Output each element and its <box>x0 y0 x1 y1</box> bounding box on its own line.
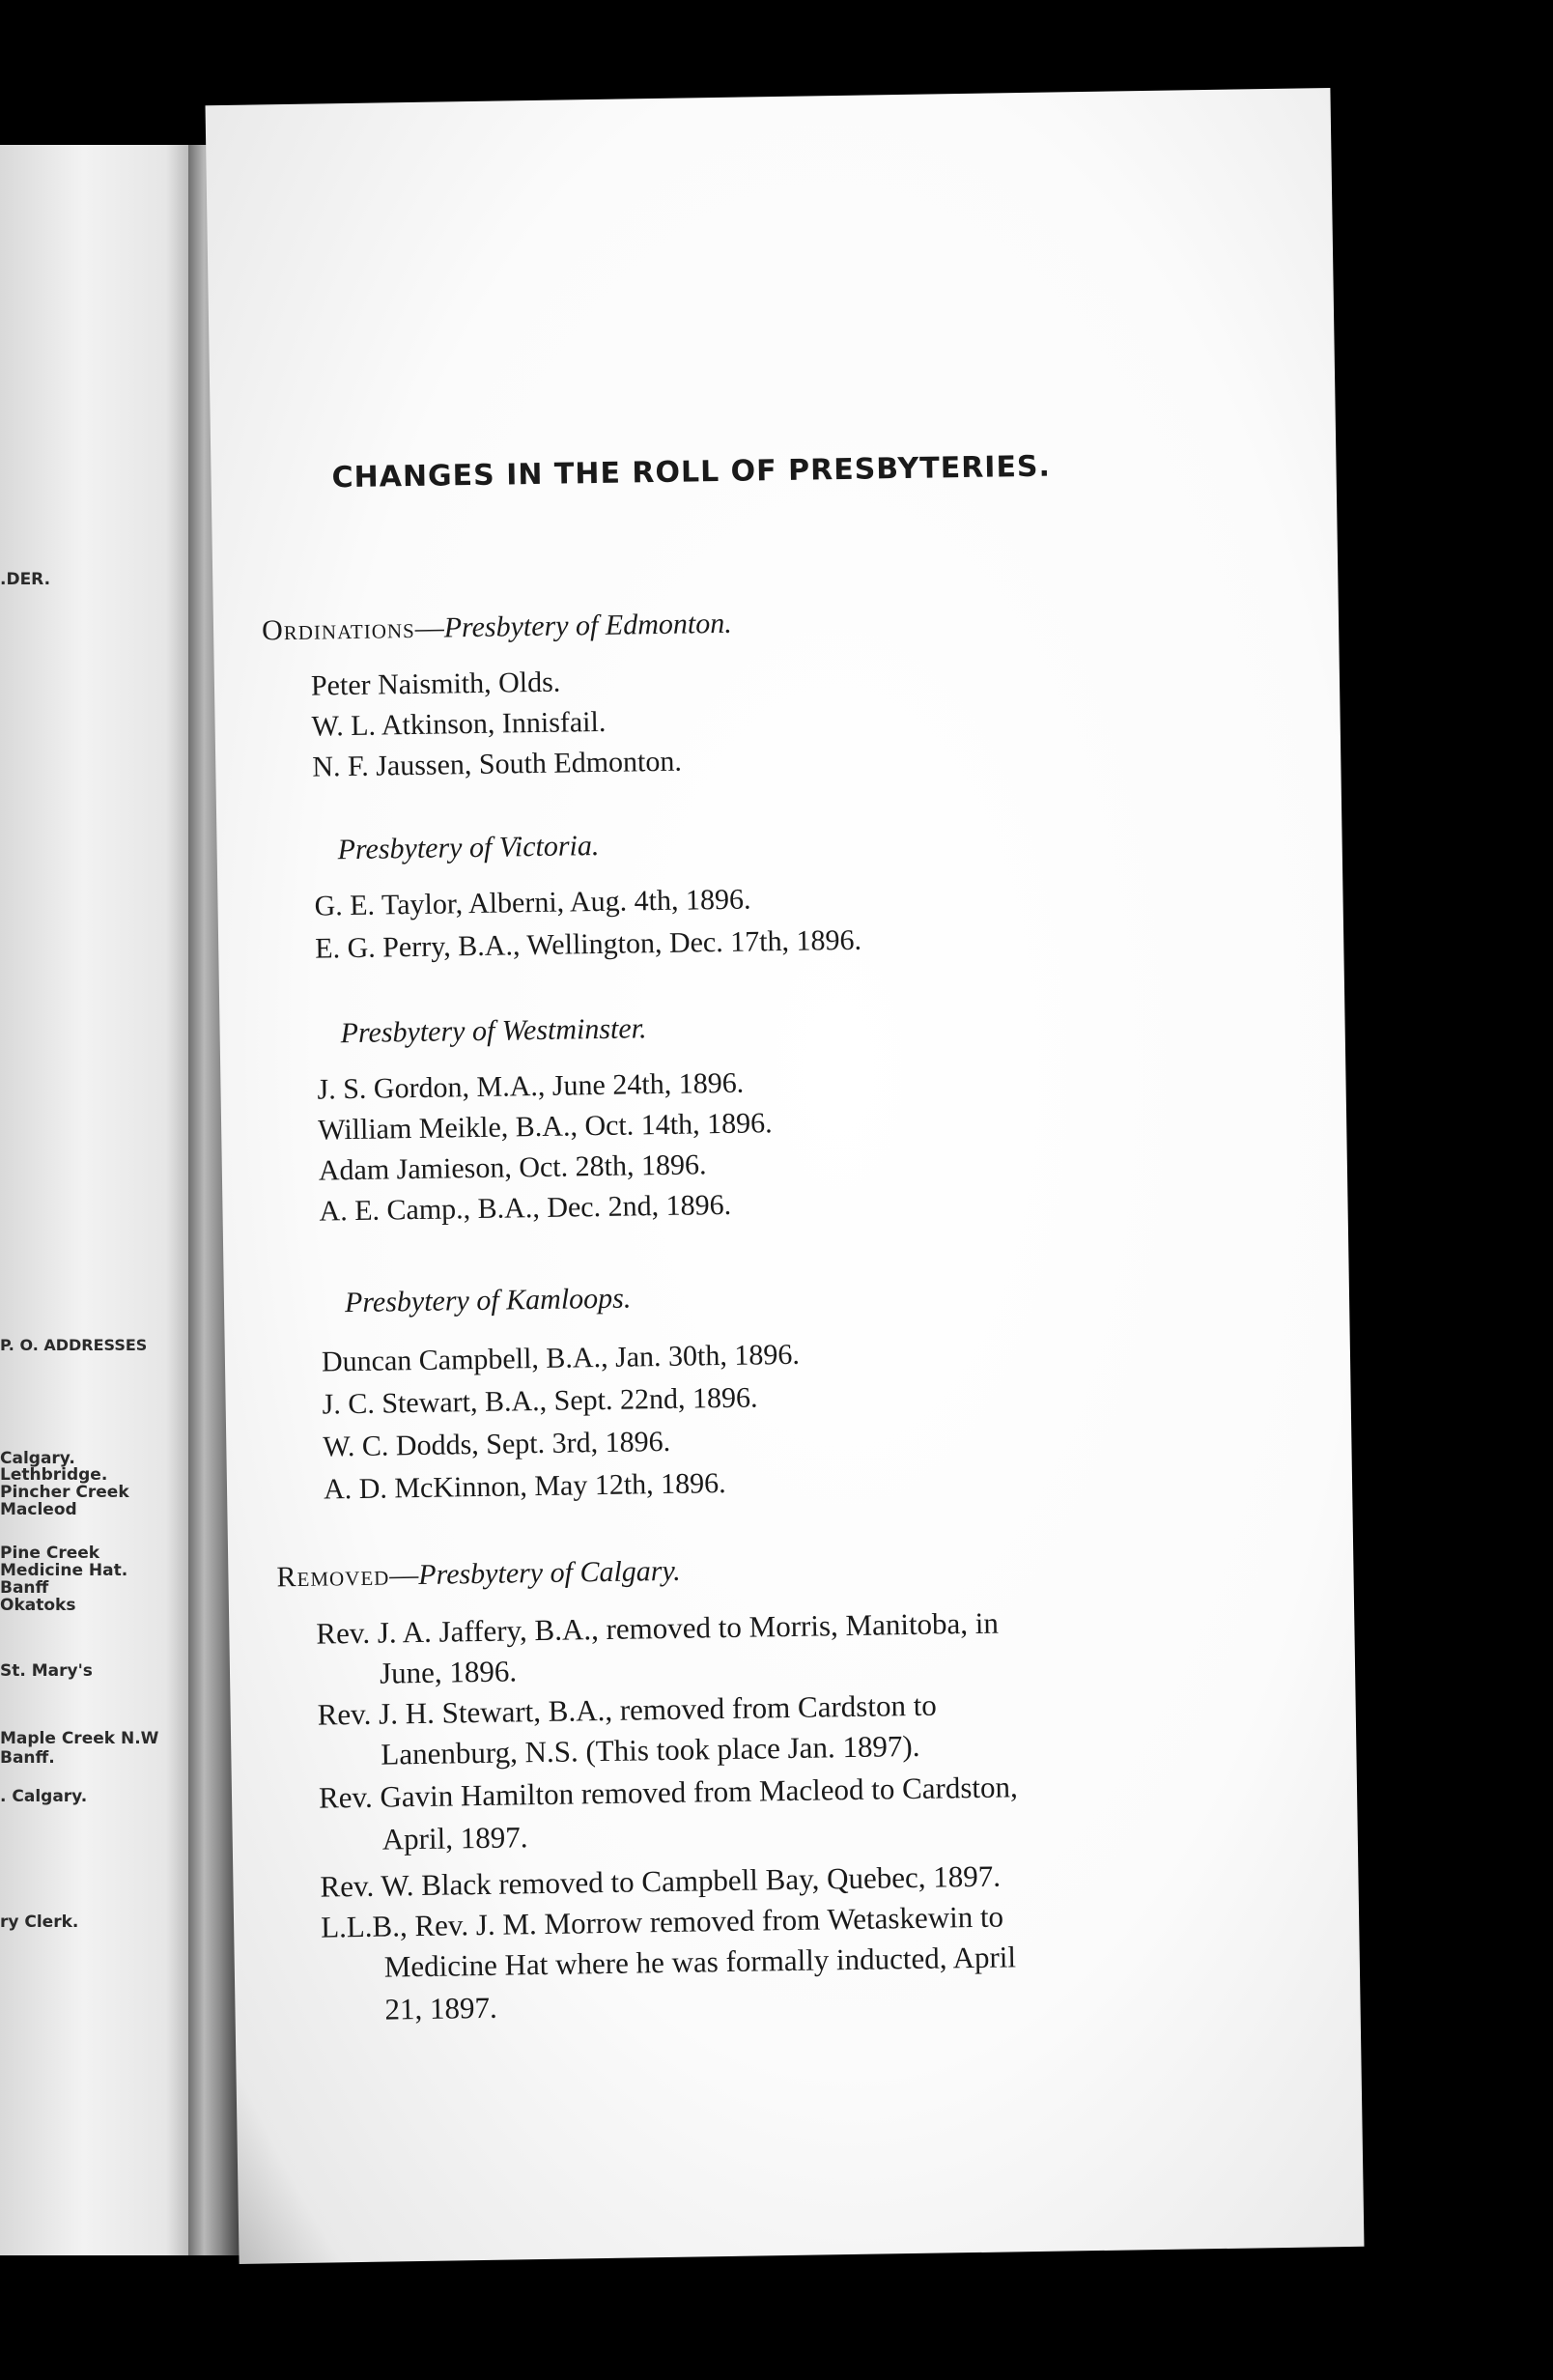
left-fragment: Macleod <box>0 1500 77 1519</box>
entry-line: N. F. Jaussen, South Edmonton. <box>312 745 683 783</box>
removal-line: June, 1896. <box>379 1654 518 1690</box>
presbytery-heading: Presbytery of Westminster. <box>340 1012 647 1050</box>
presbytery-name: Presbytery of Calgary. <box>418 1554 681 1592</box>
document-page <box>206 88 1365 2264</box>
removal-line: Rev. J. A. Jaffery, B.A., removed to Morris, Manitoba, in <box>316 1605 1000 1651</box>
left-fragment: Lethbridge. <box>0 1465 108 1485</box>
removal-line: Rev. W. Black removed to Campbell Bay, Quebec, 1897. <box>320 1858 1002 1904</box>
left-fragment: Pincher Creek <box>0 1483 129 1502</box>
section-heading-removed <box>276 1555 681 1595</box>
entry-line: Adam Jamieson, Oct. 28th, 1896. <box>318 1148 707 1187</box>
left-fragment: ry Clerk. <box>0 1912 79 1932</box>
removal-line: Rev. Gavin Hamilton removed from Macleod to Cardston, <box>318 1770 1018 1815</box>
left-fragment: Banff <box>0 1578 49 1598</box>
entry-line: W. C. Dodds, Sept. 3rd, 1896. <box>323 1425 671 1463</box>
entry-line: A. D. McKinnon, May 12th, 1896. <box>323 1466 726 1506</box>
left-fragment: Medicine Hat. <box>0 1561 128 1580</box>
left-fragment: Pine Creek <box>0 1544 100 1563</box>
section-label: Ordinations <box>261 611 415 647</box>
page-title: CHANGES IN THE ROLL OF PRESBYTERIES. <box>331 449 1052 496</box>
removal-line: Medicine Hat where he was formally inducted, April <box>383 1940 1017 1984</box>
entry-line: Duncan Campbell, B.A., Jan. 30th, 1896. <box>321 1338 801 1378</box>
entry-line: A. E. Camp., B.A., Dec. 2nd, 1896. <box>319 1188 732 1228</box>
left-fragment: Calgary. <box>0 1449 75 1468</box>
entry-line: W. L. Atkinson, Innisfail. <box>311 705 607 743</box>
presbytery-name: Presbytery of Edmonton. <box>443 607 732 644</box>
entry-line: E. G. Perry, B.A., Wellington, Dec. 17th, 1896. <box>314 923 862 965</box>
entry-line: Peter Naismith, Olds. <box>310 666 561 702</box>
presbytery-heading: Presbytery of Victoria. <box>337 829 600 866</box>
left-fragment: Banff. <box>0 1748 55 1768</box>
left-fragment: Maple Creek N.W <box>0 1729 159 1748</box>
removal-line: Lanenburg, N.S. (This took place Jan. 1897). <box>381 1728 920 1771</box>
removal-line: Rev. J. H. Stewart, B.A., removed from Cardston to <box>317 1687 938 1732</box>
entry-line: J. C. Stewart, B.A., Sept. 22nd, 1896. <box>322 1381 758 1421</box>
heading-dash: — <box>414 611 444 644</box>
previous-page-fragment <box>0 145 208 2255</box>
left-fragment: St. Mary's <box>0 1661 93 1681</box>
removal-line: April, 1897. <box>381 1820 528 1856</box>
left-fragment: Okatoks <box>0 1596 76 1615</box>
presbytery-heading: Presbytery of Kamloops. <box>344 1282 632 1319</box>
section-heading-ordinations <box>262 608 732 648</box>
removal-line: L.L.B., Rev. J. M. Morrow removed from Wetaskewin to <box>320 1899 1004 1944</box>
left-fragment: . Calgary. <box>0 1787 88 1806</box>
entry-line: J. S. Gordon, M.A., June 24th, 1896. <box>317 1066 745 1106</box>
heading-dash: — <box>389 1559 419 1592</box>
left-fragment: P. O. ADDRESSES <box>0 1336 148 1354</box>
left-fragment: .DER. <box>0 570 51 589</box>
section-label: Removed <box>276 1559 390 1594</box>
removal-line: 21, 1897. <box>384 1990 498 2026</box>
entry-line: G. E. Taylor, Alberni, Aug. 4th, 1896. <box>314 883 751 922</box>
entry-line: William Meikle, B.A., Oct. 14th, 1896. <box>317 1107 773 1147</box>
